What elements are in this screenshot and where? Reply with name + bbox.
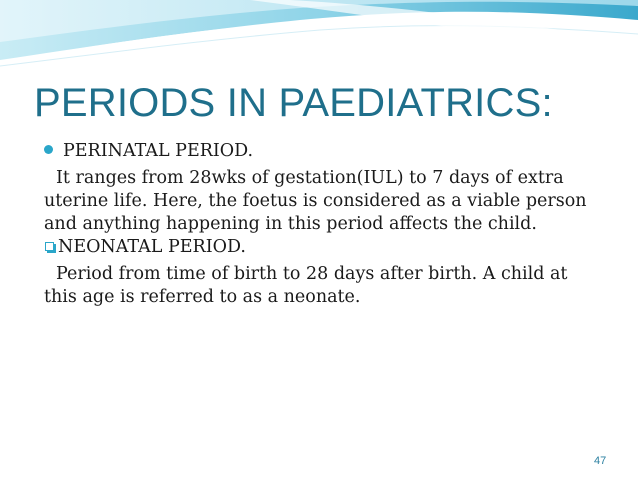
perinatal-line-1: It ranges from 28wks of gestation(IUL) to 7 days of extra [56,168,564,188]
bullet-item-perinatal [44,140,614,163]
neonatal-line-2: this age is referred to as a neonate. [44,287,361,307]
neonatal-heading: NEONATAL PERIOD. [58,237,246,257]
shadowed-square-bullet-icon [45,242,54,251]
perinatal-line-2: uterine life. Here, the foetus is considered as a viable person [44,191,587,211]
perinatal-line-3: and anything happening in this period affects the child. [44,214,537,234]
perinatal-heading: PERINATAL PERIOD. [63,141,254,161]
slide-body [44,140,614,309]
filled-circle-bullet-icon [44,145,53,154]
page-number: 47 [594,455,607,467]
bullet-item-neonatal [44,236,614,259]
slide-title: PERIODS IN PAEDIATRICS: [34,81,553,125]
wave-decoration-icon [0,0,638,80]
neonatal-line-1: Period from time of birth to 28 days after birth. A child at [56,264,568,284]
